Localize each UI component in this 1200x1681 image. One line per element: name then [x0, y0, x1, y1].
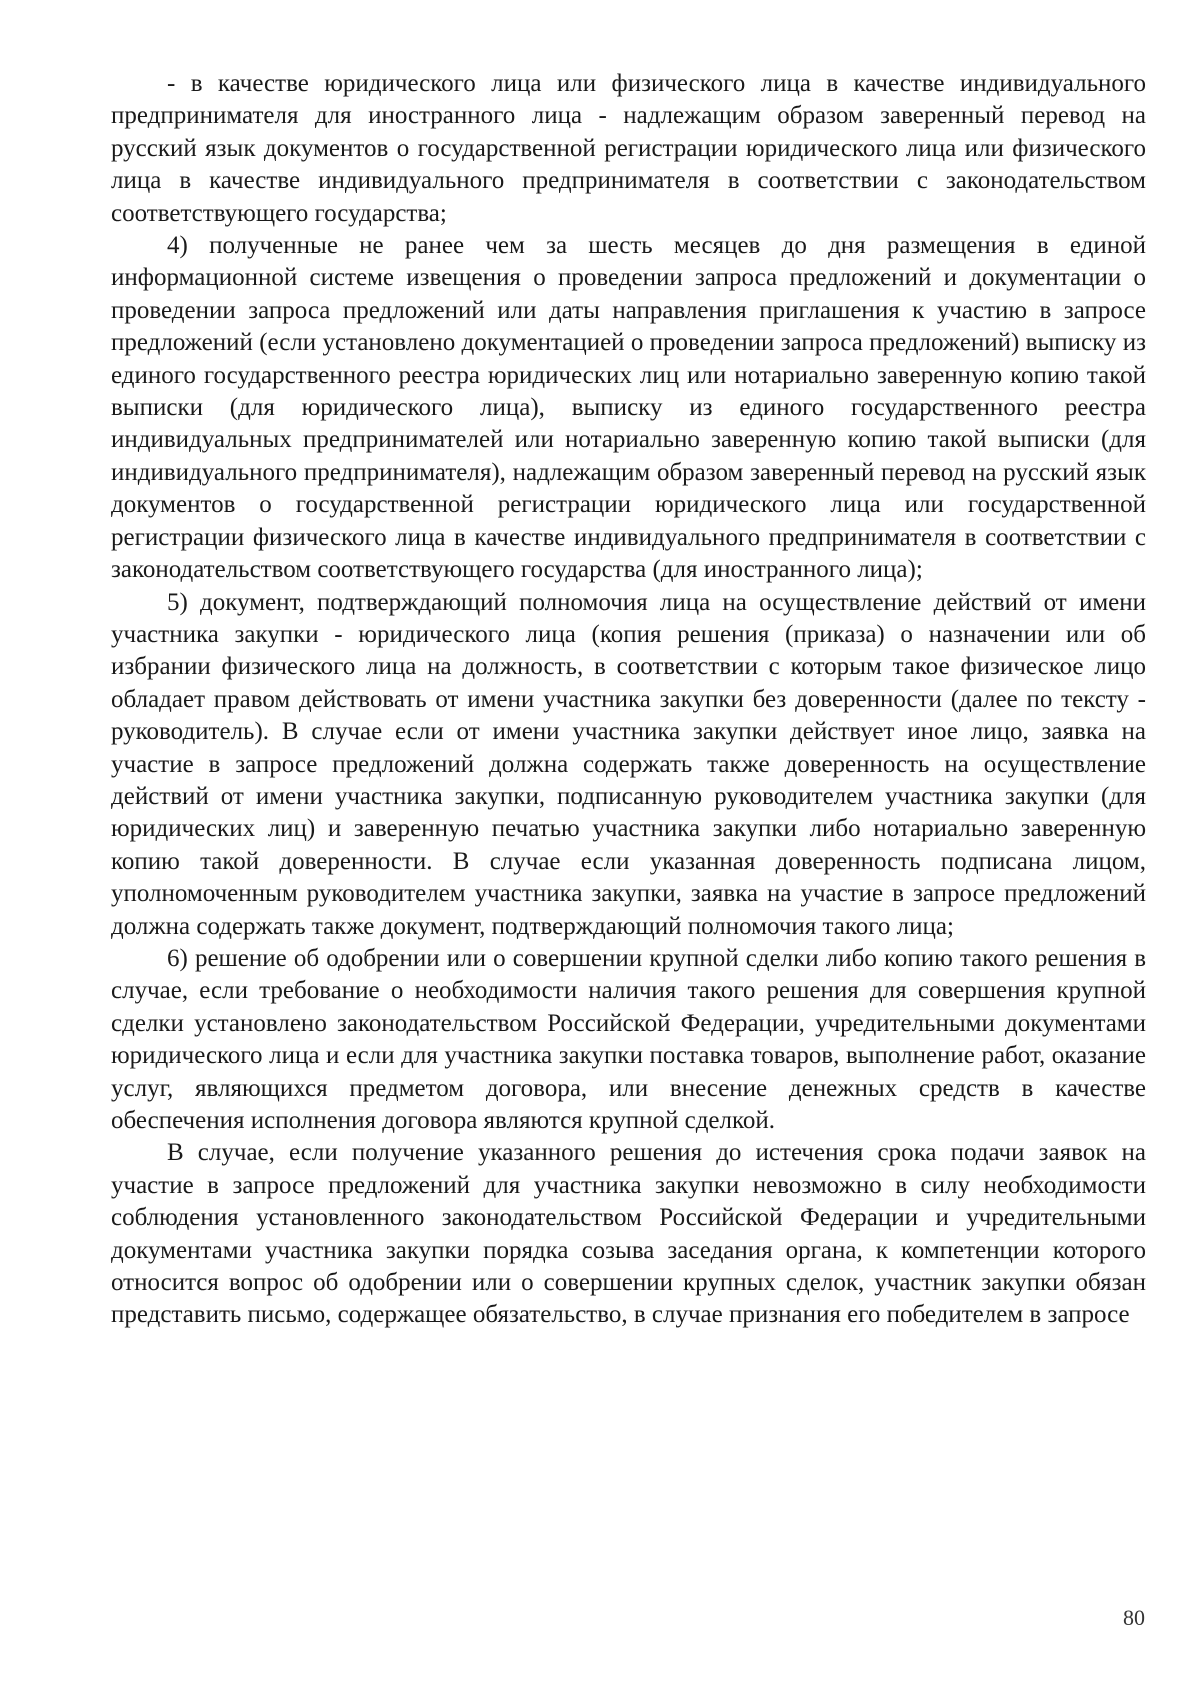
paragraph-foreign-entity-registration: - в качестве юридического лица или физического лица в качестве индивидуального предпринимателя для иностранного лица - надлежащим образом заверенный перевод на русский язык документов о государственной регистрации юридического лица или физического лица в качестве индивидуального предпринимателя в соответствии с законодательством соответствующего государства; [111, 70, 1146, 227]
paragraph-approval-deadline-case: В случае, если получение указанного решения до истечения срока подачи заявок на участие в запросе предложений для участника закупки невозможно в силу необходимости соблюдения установленного законодательством Российской Федерации и учредительными документами участника закупки порядка созыва заседания органа, к компетенции которого относится вопрос об одобрении или о совершении крупных сделок, участник закупки обязан представить письмо, содержащее обязательство, в случае признания его победителем в запросе [111, 1139, 1146, 1329]
page-number: 80 [1123, 1605, 1145, 1630]
paragraph-item-6-major-transaction-approval: 6) решение об одобрении или о совершении крупной сделки либо копию такого решения в случае, если требование о необходимости наличия такого решения для совершения крупной сделки установлено законодательством Российской Федерации, учредительными документами юридического лица и если для участника закупки поставка товаров, выполнение работ, оказание услуг, являющихся предметом договора, или внесение денежных средств в качестве обеспечения исполнения договора являются крупной сделкой. [111, 944, 1146, 1134]
paragraph-item-5-authority-document: 5) документ, подтверждающий полномочия лица на осуществление действий от имени участника закупки - юридического лица (копия решения (приказа) о назначении или об избрании физического лица на должность, в соответствии с которым такое физическое лицо обладает правом действовать от имени участника закупки без доверенности (далее по тексту - руководитель). В случае если от имени участника закупки действует иное лицо, заявка на участие в запросе предложений должна содержать также доверенность на осуществление действий от имени участника закупки, подписанную руководителем участника закупки (для юридических лиц) и заверенную печатью участника закупки либо нотариально заверенную копию такой доверенности. В случае если указанная доверенность подписана лицом, уполномоченным руководителем участника закупки, заявка на участие в запросе предложений должна содержать также документ, подтверждающий полномочия такого лица; [111, 588, 1146, 940]
document-body [111, 68, 1146, 1332]
paragraph-item-4-registry-extract: 4) полученные не ранее чем за шесть месяцев до дня размещения в единой информационной системе извещения о проведении запроса предложений и документации о проведении запроса предложений или даты направления приглашения к участию в запросе предложений (если установлено документацией о проведении запроса предложений) выписку из единого государственного реестра юридических лиц или нотариально заверенную копию такой выписки (для юридического лица), выписку из единого государственного реестра индивидуальных предпринимателей или нотариально заверенную копию такой выписки (для индивидуального предпринимателя), надлежащим образом заверенный перевод на русский язык документов о государственной регистрации юридического лица или государственной регистрации физического лица в качестве индивидуального предпринимателя в соответствии с законодательством соответствующего государства (для иностранного лица); [111, 232, 1146, 584]
